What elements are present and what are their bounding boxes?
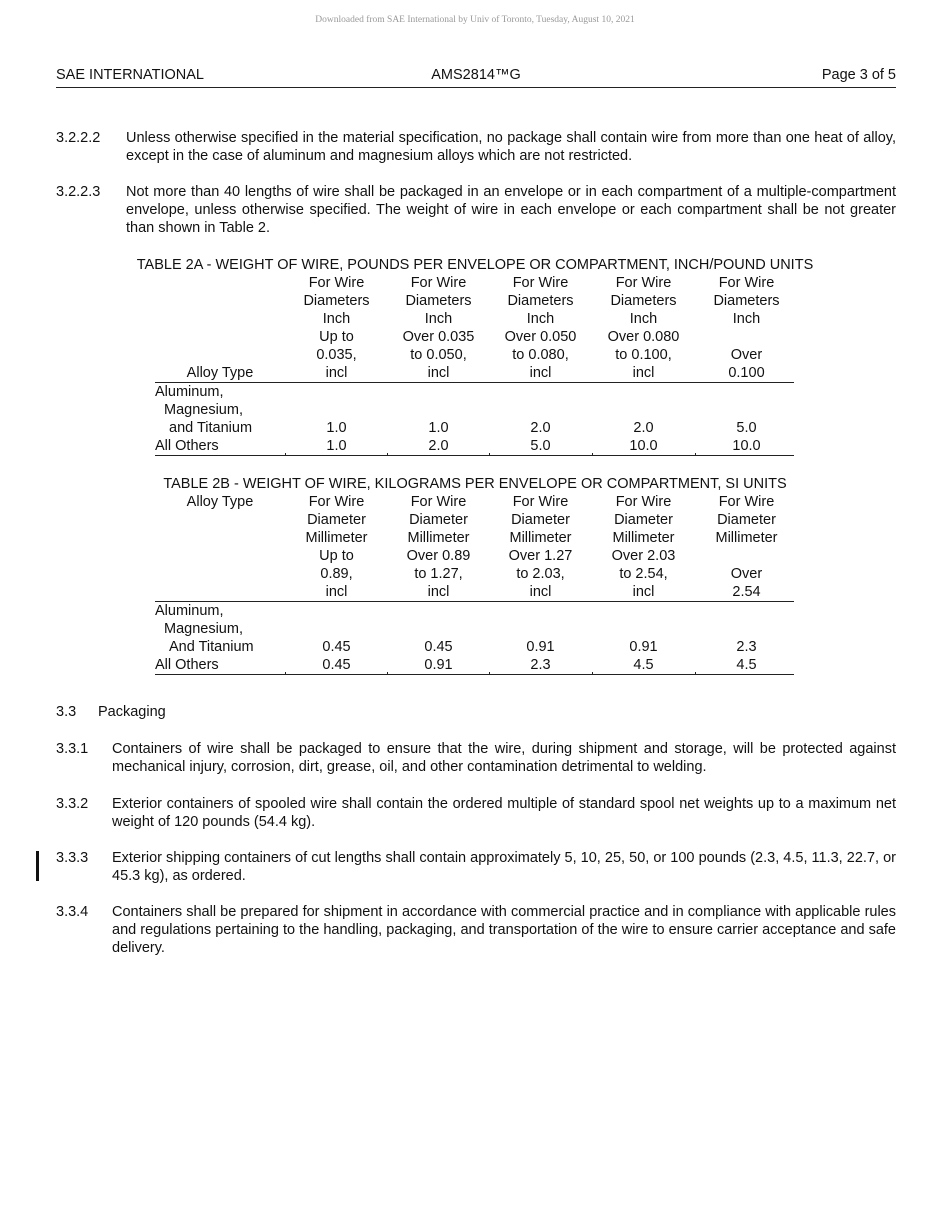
column-header-line: Inch	[629, 311, 658, 327]
table-header-row	[155, 274, 794, 383]
section-number: 3.2.2.3	[56, 184, 101, 200]
column-header-line: to 1.27,	[414, 566, 463, 582]
column-header-line: incl	[427, 365, 450, 381]
paragraph-text: Unless otherwise specified in the material specification, no package shall contain wire from more than one heat of alloy, except in the case of aluminum and magnesium alloys which are not restricted.	[126, 130, 896, 164]
column-header	[489, 493, 592, 601]
column-header-line: Diameter	[409, 512, 468, 528]
column-header-line: incl	[325, 584, 348, 600]
column-header-line: For Wire	[410, 275, 467, 291]
section-number: 3.3.4	[56, 904, 89, 920]
paragraph-3-3-4	[56, 903, 896, 957]
column-header-line: Over 1.27	[508, 548, 573, 564]
weight-value-cell: 2.0	[530, 420, 551, 436]
column-header	[285, 274, 388, 382]
weight-value-cell: 4.5	[633, 657, 654, 673]
column-header-line: Over	[730, 566, 763, 582]
column-header-line: 0.035,	[316, 347, 357, 363]
section-number: 3.2.2.2	[56, 130, 101, 146]
column-header-line: For Wire	[512, 275, 569, 291]
table-row	[155, 602, 794, 656]
column-divider-tick	[387, 672, 388, 675]
weight-value-cell: 10.0	[732, 438, 761, 454]
column-header-line: Over 0.035	[402, 329, 475, 345]
weight-value-cell: 0.91	[629, 639, 658, 655]
page-header	[56, 67, 896, 88]
page-number: Page 3 of 5	[821, 67, 896, 83]
column-header-line: Over	[730, 347, 763, 363]
alloy-type-cell: and Titanium	[169, 420, 253, 436]
column-divider-tick	[592, 672, 593, 675]
column-header-line: Up to	[319, 329, 354, 345]
revision-change-bar	[36, 851, 39, 881]
alloy-type-cell: Magnesium,	[164, 621, 243, 637]
column-header-line: For Wire	[615, 275, 672, 291]
column-header-line: For Wire	[615, 494, 672, 510]
column-header-line: Diameters	[713, 293, 780, 309]
column-header	[592, 274, 695, 382]
column-header	[285, 493, 388, 601]
weight-value-cell: 4.5	[736, 657, 757, 673]
column-header	[695, 493, 798, 601]
paragraph-3-3-1	[56, 740, 896, 776]
weight-value-cell: 2.3	[530, 657, 551, 673]
column-header-line: to 2.54,	[619, 566, 668, 582]
publisher-name: SAE INTERNATIONAL	[56, 67, 204, 83]
column-divider-tick	[285, 672, 286, 675]
table-bottom-rule	[155, 455, 794, 456]
column-header-line: Over 0.89	[406, 548, 471, 564]
column-header-line: 0.89,	[320, 566, 353, 582]
paragraph-text: Exterior containers of spooled wire shall contain the ordered multiple of standard spool net weights up to a maximum net weight of 120 pounds (54.4 kg).	[112, 796, 896, 830]
alloy-type-cell: Aluminum,	[155, 384, 224, 400]
table-row	[155, 656, 794, 674]
table-row	[155, 383, 794, 437]
section-number: 3.3	[56, 704, 77, 720]
column-header-line: Over 0.050	[504, 329, 577, 345]
table-2b-caption: TABLE 2B - WEIGHT OF WIRE, KILOGRAMS PER ENVELOPE OR COMPARTMENT, SI UNITS	[163, 476, 787, 492]
weight-value-cell: 0.45	[322, 657, 351, 673]
paragraph-3-2-2-3	[56, 183, 896, 237]
column-header-line: Millimeter	[509, 530, 572, 546]
paragraph-text: Not more than 40 lengths of wire shall be packaged in an envelope or in each compartment of a multiple-compartment envelope, unless otherwise specified. The weight of wire in each envelope or each compartment shall be not greater than shown in Table 2.	[126, 184, 896, 236]
column-header-line: Diameter	[717, 512, 776, 528]
column-divider-tick	[285, 453, 286, 456]
column-header-line: incl	[632, 584, 655, 600]
column-header-line: Diameters	[405, 293, 472, 309]
section-title: Packaging	[98, 704, 166, 720]
column-header-line: Diameter	[307, 512, 366, 528]
weight-value-cell: 0.45	[424, 639, 453, 655]
column-header-line: Millimeter	[612, 530, 675, 546]
column-header-line: incl	[632, 365, 655, 381]
weight-value-cell: 5.0	[736, 420, 757, 436]
column-header-line: incl	[529, 584, 552, 600]
weight-value-cell: 0.91	[424, 657, 453, 673]
column-header-line: incl	[325, 365, 348, 381]
alloy-type-header: Alloy Type	[186, 494, 254, 510]
column-divider-tick	[695, 453, 696, 456]
table-2b	[155, 493, 794, 675]
section-number: 3.3.2	[56, 796, 89, 812]
column-header-line: to 2.03,	[516, 566, 565, 582]
alloy-type-cell: All Others	[155, 657, 219, 673]
column-header-line: Inch	[732, 311, 761, 327]
column-header-line: Millimeter	[407, 530, 470, 546]
paragraph-text: Containers of wire shall be packaged to ensure that the wire, during shipment and storage, will be protected against mechanical injury, corrosion, dirt, grease, oil, and other contamination detrimental to welding.	[112, 741, 896, 775]
column-header-line: 2.54	[732, 584, 761, 600]
weight-value-cell: 1.0	[326, 420, 347, 436]
weight-value-cell: 5.0	[530, 438, 551, 454]
column-header-line: to 0.100,	[615, 347, 672, 363]
table-2a	[155, 274, 794, 456]
table-row	[155, 437, 794, 455]
weight-value-cell: 1.0	[326, 438, 347, 454]
column-header-line: For Wire	[512, 494, 569, 510]
column-header-line: For Wire	[718, 275, 775, 291]
paragraph-3-2-2-2	[56, 129, 896, 165]
section-number: 3.3.1	[56, 741, 89, 757]
column-header	[489, 274, 592, 382]
alloy-type-cell: And Titanium	[169, 639, 254, 655]
column-header-line: Inch	[424, 311, 453, 327]
column-header-line: incl	[427, 584, 450, 600]
column-divider-tick	[387, 453, 388, 456]
column-header-line: Millimeter	[715, 530, 778, 546]
column-divider-tick	[592, 453, 593, 456]
paragraph-3-3-3	[56, 849, 896, 885]
column-divider-tick	[695, 672, 696, 675]
weight-value-cell: 0.45	[322, 639, 351, 655]
alloy-type-cell: Magnesium,	[164, 402, 243, 418]
column-header	[695, 274, 798, 382]
column-header-line	[695, 547, 798, 565]
column-header-line: Diameters	[610, 293, 677, 309]
paragraph-text: Exterior shipping containers of cut lengths shall contain approximately 5, 10, 25, 50, or 100 pounds (2.3, 4.5, 11.3, 22.7, or 45.3 kg), as ordered.	[112, 850, 896, 884]
weight-value-cell: 10.0	[629, 438, 658, 454]
weight-value-cell: 0.91	[526, 639, 555, 655]
column-header-line: Up to	[319, 548, 354, 564]
column-header-line: incl	[529, 365, 552, 381]
download-watermark: Downloaded from SAE International by Univ of Toronto, Tuesday, August 10, 2021	[315, 15, 635, 25]
column-header-line: For Wire	[308, 275, 365, 291]
column-header-line: Inch	[526, 311, 555, 327]
section-number: 3.3.3	[56, 850, 89, 866]
column-header-line: For Wire	[410, 494, 467, 510]
paragraph-3-3-2	[56, 795, 896, 831]
column-divider-tick	[489, 453, 490, 456]
alloy-type-cell: Aluminum,	[155, 603, 224, 619]
column-header-line: Over 2.03	[611, 548, 676, 564]
weight-value-cell: 2.0	[633, 420, 654, 436]
weight-value-cell: 2.3	[736, 639, 757, 655]
column-header-line: to 0.080,	[512, 347, 569, 363]
column-header-line: 0.100	[728, 365, 765, 381]
table-header-row	[155, 493, 794, 602]
alloy-type-cell: All Others	[155, 438, 219, 454]
column-header-line: Diameters	[303, 293, 370, 309]
column-header	[387, 493, 490, 601]
paragraph-text: Containers shall be prepared for shipment in accordance with commercial practice and in compliance with applicable rules and regulations pertaining to the handling, packaging, and transportation of the wire to ensure carrier acceptance and safe delivery.	[112, 904, 896, 956]
column-header-line: Diameter	[511, 512, 570, 528]
column-header-line	[695, 328, 798, 346]
column-header-line: Over 0.080	[607, 329, 680, 345]
column-header	[387, 274, 490, 382]
weight-value-cell: 1.0	[428, 420, 449, 436]
column-header-line: Diameters	[507, 293, 574, 309]
column-header	[592, 493, 695, 601]
column-header-line: Millimeter	[305, 530, 368, 546]
column-header-line: to 0.050,	[410, 347, 467, 363]
column-header-line: For Wire	[308, 494, 365, 510]
alloy-type-header: Alloy Type	[186, 365, 254, 381]
column-header-line: For Wire	[718, 494, 775, 510]
column-divider-tick	[489, 672, 490, 675]
section-3-3-heading	[56, 703, 896, 721]
column-header-line: Diameter	[614, 512, 673, 528]
table-2a-caption: TABLE 2A - WEIGHT OF WIRE, POUNDS PER ENVELOPE OR COMPARTMENT, INCH/POUND UNITS	[136, 257, 814, 273]
column-header-line: Inch	[322, 311, 351, 327]
weight-value-cell: 2.0	[428, 438, 449, 454]
table-bottom-rule	[155, 674, 794, 675]
document-number: AMS2814™G	[431, 67, 521, 83]
